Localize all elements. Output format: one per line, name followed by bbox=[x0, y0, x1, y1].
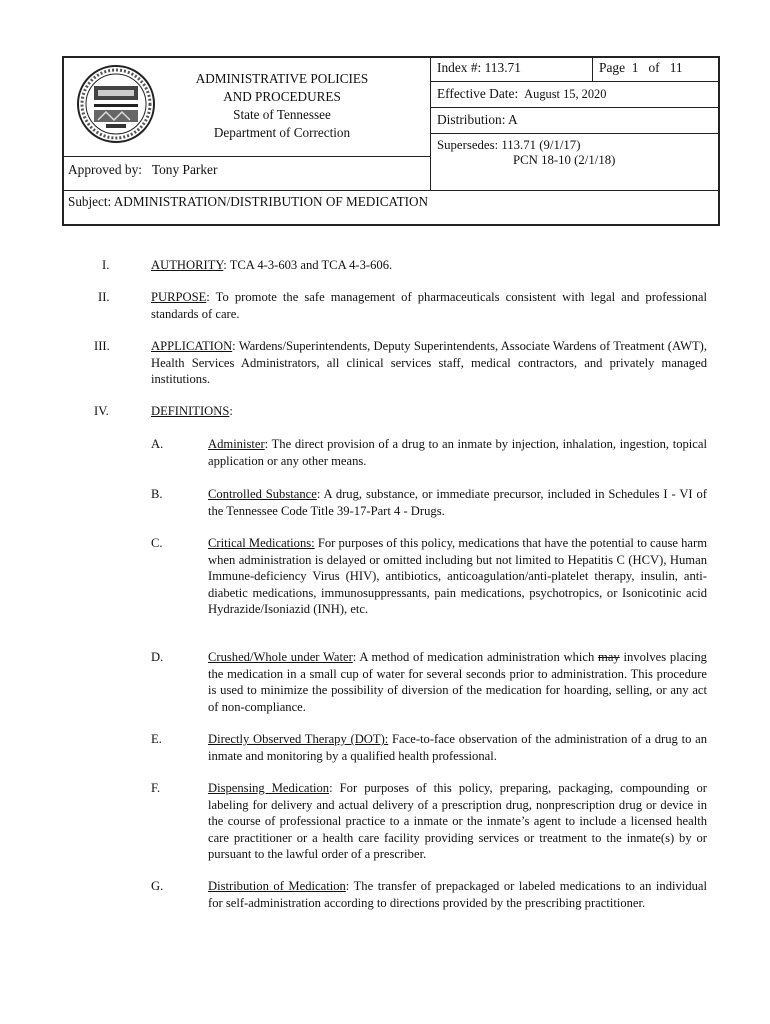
agency-title bbox=[160, 70, 404, 142]
section-body: : Wardens/Superintendents, Deputy Superintendents, Associate Wardens of Treatment (AWT), Health Services Administrators, all clinical services staff, medical contractors, and privately managed institutions. bbox=[151, 339, 707, 387]
struck-word: may bbox=[598, 650, 620, 664]
section-title: APPLICATION bbox=[151, 339, 233, 353]
definition-text bbox=[208, 780, 707, 863]
definition-term: Critical Medications: bbox=[208, 536, 315, 550]
definition-term: Distribution of Medication bbox=[208, 879, 346, 893]
definition-text bbox=[208, 878, 707, 911]
definition-body: : For purposes of this policy, preparing, packaging, compounding or labeling for delivery and actual delivery of a prescription drug, nonprescription drug or device in the course of professional practice to a inmate or the inmate’s agent to include a licensed health care practitioner or a health care facility providing services or treatment to the inmate(s) by or pursuant to the lawful order of a prescriber. bbox=[208, 781, 707, 862]
agency-line-4: Department of Correction bbox=[213, 125, 351, 140]
section-body: : bbox=[229, 404, 233, 418]
section-number: II. bbox=[98, 290, 110, 304]
definition-body-end: involves placing the medication in a small cup of water for several seconds prior to administration. This procedure is used to minimize the possibility of diversion of the medication for hoarding, selling, or any act of non-compliance. bbox=[208, 650, 707, 714]
definition-letter: B. bbox=[151, 487, 163, 501]
page-indicator bbox=[592, 58, 720, 82]
definition-letter: E. bbox=[151, 732, 162, 746]
definition-text bbox=[208, 486, 707, 519]
agency-line-1: ADMINISTRATIVE POLICIES bbox=[195, 71, 369, 86]
section-title: DEFINITIONS bbox=[151, 404, 230, 418]
section-number: IV. bbox=[94, 404, 109, 418]
definition-letter: G. bbox=[151, 879, 164, 893]
section-number: I. bbox=[102, 258, 110, 272]
section-text bbox=[151, 403, 707, 420]
page-of: of bbox=[648, 60, 660, 75]
page-label: Page bbox=[599, 60, 626, 75]
definition-letter: C. bbox=[151, 536, 163, 550]
supersedes-line-1: Supersedes: 113.71 (9/1/17) bbox=[437, 138, 581, 152]
agency-line-3: State of Tennessee bbox=[233, 107, 331, 122]
approved-name: Tony Parker bbox=[151, 162, 218, 177]
index-number: Index #: 113.71 bbox=[430, 58, 592, 82]
definition-term: Controlled Substance bbox=[208, 487, 317, 501]
definition-term: Directly Observed Therapy (DOT): bbox=[208, 732, 389, 746]
approved-by bbox=[68, 158, 432, 190]
effective-date-value: August 15, 2020 bbox=[524, 87, 607, 101]
definition-text bbox=[208, 731, 707, 764]
effective-label: Effective Date: bbox=[437, 86, 519, 101]
definition-term: Crushed/Whole under Water bbox=[208, 650, 353, 664]
section-text bbox=[151, 289, 707, 322]
seal-area bbox=[64, 58, 432, 158]
tennessee-seal-icon bbox=[76, 64, 156, 144]
section-number: III. bbox=[94, 339, 110, 353]
definition-body: : The transfer of prepackaged or labeled medications to an individual for self-administration according to directions provided by the prescribing practitioner. bbox=[208, 879, 708, 910]
section-title: AUTHORITY bbox=[151, 258, 224, 272]
definition-body: For purposes of this policy, medications that have the potential to cause harm when administration is delayed or omitted including but not limited to Hepatitis C (HCV), Human Immune-deficiency Virus (HIV), antibiotics, anticoagulation/anti-platelet therapy, insulin, anti-diabetic medications, immunosuppressants, pain medications, psychotropics, or Isonicotinic acid Hydrazide/Isoniazid (INH), etc. bbox=[208, 536, 708, 617]
section-body: : To promote the safe management of pharmaceuticals consistent with legal and professional standards of care. bbox=[151, 290, 707, 321]
section-text bbox=[151, 338, 707, 388]
section-title: PURPOSE bbox=[151, 290, 207, 304]
supersedes-line-2: PCN 18-10 (2/1/18) bbox=[513, 153, 616, 167]
agency-line-2: AND PROCEDURES bbox=[223, 89, 341, 104]
page-total: 11 bbox=[669, 60, 683, 75]
definition-text bbox=[208, 436, 707, 469]
page-number: 1 bbox=[631, 60, 639, 75]
approved-label: Approved by: bbox=[68, 162, 143, 177]
definition-body: : The direct provision of a drug to an inmate by injection, inhalation, ingestion, topical application or any other means. bbox=[208, 437, 707, 468]
definition-text bbox=[208, 535, 707, 618]
policy-header-table bbox=[62, 56, 720, 226]
definition-body: : A drug, substance, or immediate precursor, included in Schedules I - VI of the Tennessee Code Title 39-17-Part 4 - Drugs. bbox=[208, 487, 707, 518]
supersedes bbox=[430, 134, 720, 190]
definition-text bbox=[208, 649, 707, 715]
effective-date bbox=[430, 82, 720, 108]
definition-letter: F. bbox=[151, 781, 161, 795]
definition-letter: D. bbox=[151, 650, 164, 664]
definition-term: Administer bbox=[208, 437, 265, 451]
definition-body-start: : A method of medication administration which bbox=[352, 650, 599, 664]
definition-letter: A. bbox=[151, 437, 164, 451]
subject-line: Subject: ADMINISTRATION/DISTRIBUTION OF MEDICATION bbox=[68, 194, 429, 209]
definition-body: Face-to-face observation of the administration of a drug to an inmate and monitoring by a qualified health professional. bbox=[208, 732, 708, 763]
definition-term: Dispensing Medication bbox=[208, 781, 330, 795]
section-text bbox=[151, 257, 707, 274]
section-body: : TCA 4-3-603 and TCA 4-3-606. bbox=[223, 258, 393, 272]
distribution: Distribution: A bbox=[430, 108, 720, 134]
